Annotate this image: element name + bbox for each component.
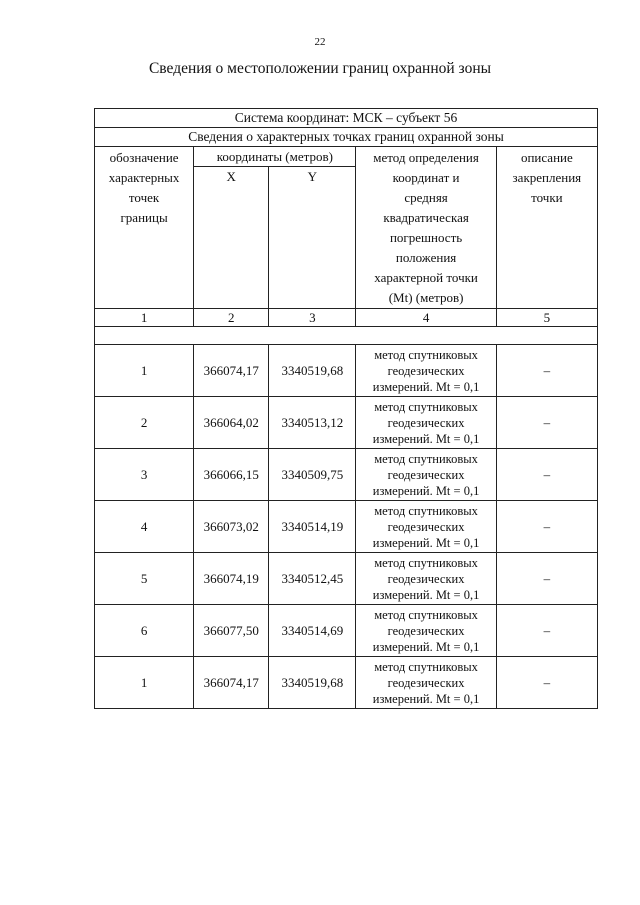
- method-line: геодезических: [387, 675, 465, 690]
- section-title: Сведения о характерных точках границ охранной зоны: [95, 128, 598, 147]
- coordinate-system: Система координат: МСК – субъект 56: [95, 109, 598, 128]
- header-description: [496, 147, 597, 309]
- header-designation-line: точек: [128, 190, 160, 205]
- header-y: Y: [269, 167, 356, 309]
- coord-x: 366064,02: [194, 397, 269, 449]
- fixing-description: –: [496, 345, 597, 397]
- table-row: [95, 345, 598, 397]
- method-cell: [356, 345, 496, 397]
- page-number: 22: [314, 36, 326, 48]
- method-line: геодезических: [387, 363, 465, 378]
- column-number: 5: [496, 309, 597, 327]
- point-id: 3: [95, 449, 194, 501]
- method-cell: [356, 657, 496, 709]
- boundary-points-table: [94, 108, 598, 709]
- section-row: [95, 128, 598, 147]
- method-line: измерений. Mt = 0,1: [372, 691, 480, 706]
- header-description-line: точки: [531, 190, 563, 205]
- coordinate-system-row: [95, 109, 598, 128]
- fixing-description: –: [496, 605, 597, 657]
- fixing-description: –: [496, 657, 597, 709]
- point-id: 5: [95, 553, 194, 605]
- method-line: метод спутниковых: [374, 399, 478, 414]
- method-line: измерений. Mt = 0,1: [372, 431, 480, 446]
- method-line: измерений. Mt = 0,1: [372, 535, 480, 550]
- table-row: [95, 449, 598, 501]
- coord-y: 3340514,69: [269, 605, 356, 657]
- coord-y: 3340512,45: [269, 553, 356, 605]
- method-line: геодезических: [387, 467, 465, 482]
- coord-y: 3340519,68: [269, 345, 356, 397]
- coord-y: 3340509,75: [269, 449, 356, 501]
- header-method-line: характерной точки: [374, 270, 478, 285]
- coord-x: 366074,17: [194, 345, 269, 397]
- header-method-line: квадратическая: [383, 210, 469, 225]
- coord-x: 366077,50: [194, 605, 269, 657]
- header-coordinates: координаты (метров): [194, 147, 356, 167]
- header-method-line: координат и: [392, 170, 460, 185]
- method-cell: [356, 605, 496, 657]
- header-designation-line: обозначение: [109, 150, 179, 165]
- header-designation-line: границы: [120, 210, 168, 225]
- method-cell: [356, 553, 496, 605]
- header-method-line: метод определения: [373, 150, 479, 165]
- header-row: [95, 147, 598, 167]
- header-method: [356, 147, 496, 309]
- method-line: метод спутниковых: [374, 607, 478, 622]
- fixing-description: –: [496, 553, 597, 605]
- method-line: измерений. Mt = 0,1: [372, 587, 480, 602]
- point-id: 1: [95, 345, 194, 397]
- point-id: 6: [95, 605, 194, 657]
- header-designation: [95, 147, 194, 309]
- point-id: 1: [95, 657, 194, 709]
- header-method-line: погрешность: [389, 230, 463, 245]
- method-line: метод спутниковых: [374, 503, 478, 518]
- point-id: 2: [95, 397, 194, 449]
- header-description-line: описание: [520, 150, 573, 165]
- header-designation-line: характерных: [108, 170, 180, 185]
- method-line: геодезических: [387, 623, 465, 638]
- table-row: [95, 605, 598, 657]
- column-number: 4: [356, 309, 496, 327]
- method-line: метод спутниковых: [374, 451, 478, 466]
- header-x: X: [194, 167, 269, 309]
- table-row: [95, 501, 598, 553]
- header-method-line: положения: [395, 250, 457, 265]
- table-row: [95, 657, 598, 709]
- method-cell: [356, 501, 496, 553]
- method-cell: [356, 449, 496, 501]
- header-description-line: закрепления: [512, 170, 582, 185]
- column-number: 1: [95, 309, 194, 327]
- table-row: [95, 553, 598, 605]
- column-number: 3: [269, 309, 356, 327]
- method-line: метод спутниковых: [374, 659, 478, 674]
- coord-y: 3340514,19: [269, 501, 356, 553]
- coord-x: 366073,02: [194, 501, 269, 553]
- coord-y: 3340513,12: [269, 397, 356, 449]
- method-line: измерений. Mt = 0,1: [372, 483, 480, 498]
- method-line: метод спутниковых: [374, 555, 478, 570]
- method-line: измерений. Mt = 0,1: [372, 639, 480, 654]
- header-method-line: средняя: [404, 190, 448, 205]
- method-line: геодезических: [387, 571, 465, 586]
- method-line: геодезических: [387, 519, 465, 534]
- header-method-line: (Mt) (метров): [388, 290, 464, 305]
- blank-row: [95, 327, 598, 345]
- blank-cell: [95, 327, 598, 345]
- coord-x: 366074,17: [194, 657, 269, 709]
- coord-y: 3340519,68: [269, 657, 356, 709]
- method-cell: [356, 397, 496, 449]
- method-line: геодезических: [387, 415, 465, 430]
- coord-x: 366074,19: [194, 553, 269, 605]
- column-number: 2: [194, 309, 269, 327]
- table-row: [95, 397, 598, 449]
- fixing-description: –: [496, 449, 597, 501]
- point-id: 4: [95, 501, 194, 553]
- method-line: метод спутниковых: [374, 347, 478, 362]
- document-title: Сведения о местоположении границ охранной зоны: [148, 60, 492, 77]
- fixing-description: –: [496, 501, 597, 553]
- method-line: измерений. Mt = 0,1: [372, 379, 480, 394]
- column-number-row: [95, 309, 598, 327]
- fixing-description: –: [496, 397, 597, 449]
- coord-x: 366066,15: [194, 449, 269, 501]
